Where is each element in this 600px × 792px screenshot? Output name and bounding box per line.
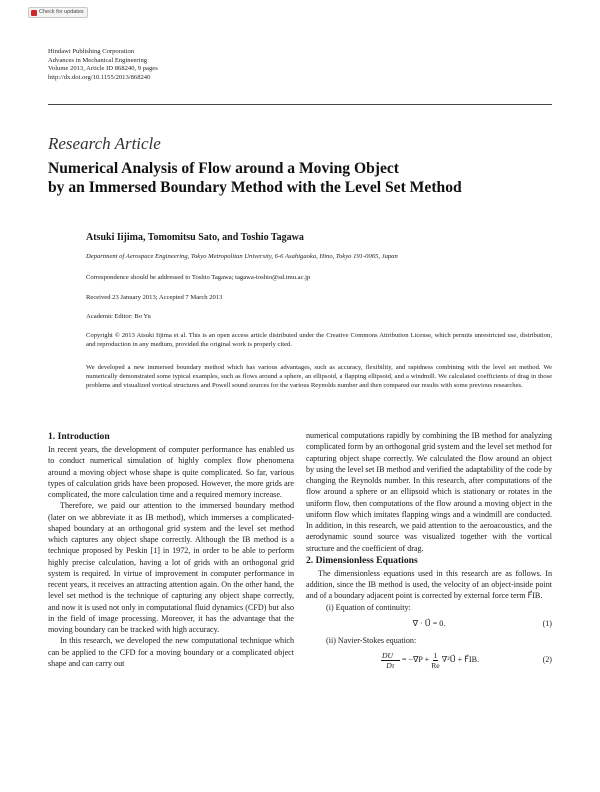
header-rule: [48, 104, 552, 105]
equation-2-lhs-denominator: Dτ: [386, 660, 395, 670]
journal-info: [48, 48, 158, 82]
title-line-1: Numerical Analysis of Flow around a Moving Object: [48, 160, 400, 177]
equation-2-frac-denominator: Re: [431, 660, 440, 670]
check-for-updates-label: Check for updates: [39, 9, 84, 15]
equation-2-lhs-numerator: DU⃗: [381, 650, 399, 660]
academic-editor: Academic Editor: Bo Yu: [86, 313, 151, 320]
equation-2-frac-numerator: 1: [433, 650, 438, 660]
check-for-updates-badge[interactable]: [28, 7, 88, 18]
equation-2-lhs-fraction: [381, 651, 400, 670]
intro-paragraph-1: In recent years, the development of computer performance has enabled us to conduct numerical simulation of highly complex flow phenomena around a moving object whose shape is quite complicated. So far, various types of calculation grids have been proposed. However, the more grids are complicated, the more calculation time and a required memory increase.: [48, 445, 294, 499]
left-column: [48, 430, 294, 669]
equation-1: [306, 613, 552, 635]
doi-link[interactable]: http://dx.doi.org/10.1155/2013/868240: [48, 73, 151, 81]
article-title: [48, 160, 568, 197]
equation-2-reynolds-fraction: [431, 651, 439, 670]
intro-paragraph-2: Therefore, we paid our attention to the immersed boundary method (later on we abbreviate it as IB method), which immerses a complicated-shaped boundary at an orthogonal grid system and the level set method which captures any object shape correctly. Although the IB method is a technique proposed by Peskin [1] in 1972, in order to be able to perform highly precise calculation, having a lot of grids with an orthogonal grid system is required. In virtue of improvement in computer performance in recent years, it receives an attracting attention again. On the other hand, the level set method is the technique of capturing any object shape correctly, and now it is used not only in computational fluid dynamics (CFD) but also in the field of image processing. Moreover, it has the advantage that the moving boundary can be tracked with high accuracy.: [48, 501, 294, 634]
authors: Atsuki Iijima, Tomomitsu Sato, and Toshio Tagawa: [86, 232, 304, 243]
affiliation: Department of Aerospace Engineering, Tokyo Metropolitan University, 6-6 Asahigaoka, Hino, Tokyo 191-0065, Japan: [86, 253, 398, 260]
title-line-2: by an Immersed Boundary Method with the Level Set Method: [48, 178, 462, 196]
intro-paragraph-3-continued: numerical computations rapidly by combining the IB method for analyzing complicated form by an orthogonal grid system and the level set method for capturing object shape correctly. We calculated the flow around an object by using the level set IB method and verified the adaptability of the code by changing the Reynolds number. In this research, after computations of the flow around a sphere or an ellipsoid which is stationary or rotates in the uniform flow, then computations of the flow around a moving object in the uniform flow which imitates flapping wings and a windmill are conducted. In addition, in this research, we paid attention to the aeroacoustics, and the aerodynamic sound source was visualized together with the vortical structure and the coefficient of drag.: [306, 431, 552, 553]
right-column: [306, 430, 552, 674]
equation-2-label: (ii) Navier-Stokes equation:: [326, 635, 417, 645]
correspondence: Correspondence should be addressed to Toshio Tagawa; tagawa-toshio@sd.tmu.ac.jp: [86, 274, 311, 281]
article-type: Research Article: [48, 134, 161, 153]
volume-info: Volume 2013, Article ID 868240, 9 pages: [48, 65, 158, 73]
equation-1-number: (1): [542, 618, 552, 628]
copyright-notice: Copyright © 2013 Atsuki Iijima et al. This is an open access article distributed under the Creative Commons Attribution License, which permits unrestricted use, distribution, and reproduction in any medium, provided the original work is properly cited.: [86, 332, 552, 349]
publisher: Hindawi Publishing Corporation: [48, 48, 135, 55]
section-1-heading: 1. Introduction: [48, 431, 110, 442]
intro-paragraph-3: In this research, we developed the new computational technique which can be applied to the CFD for a moving boundary or a complicated object shape and can carry out: [48, 636, 294, 668]
updates-icon: [31, 10, 37, 16]
equation-2-rhs: ∇²U⃗ + F⃗IB.: [441, 655, 480, 665]
journal-name: Advances in Mechanical Engineering: [48, 56, 148, 64]
equation-2-middle: = −∇⃗P +: [401, 655, 430, 665]
received-dates: Received 23 January 2013; Accepted 7 March 2013: [86, 294, 223, 301]
abstract: We developed a new immersed boundary method which has various advantages, such as accuracy, flexibility, and rapidness combining with the level set method. We numerically demonstrated some typical examples, such as flows around a sphere, an ellipsoid, a flapping ellipsoid, and a windmill. We calculated coefficients of drag in those problems and visualized vortical structures and Powell sound sources for the various Reynolds number and then compared our results with some previous researches.: [86, 364, 552, 390]
section-2-heading: 2. Dimensionless Equations: [306, 554, 418, 566]
equation-2-number: (2): [542, 655, 552, 664]
equation-1-label: (i) Equation of continuity:: [326, 602, 411, 612]
equations-intro: The dimensionless equations used in this research are as follows. In addition, since the IB method is used, the velocity of an object-inside point and of a boundary adjacent point is corrected by external force term F⃗IB.: [306, 568, 552, 601]
equation-2: [306, 646, 552, 674]
equation-1-body: ∇⃗ · U⃗ = 0.: [412, 619, 446, 629]
